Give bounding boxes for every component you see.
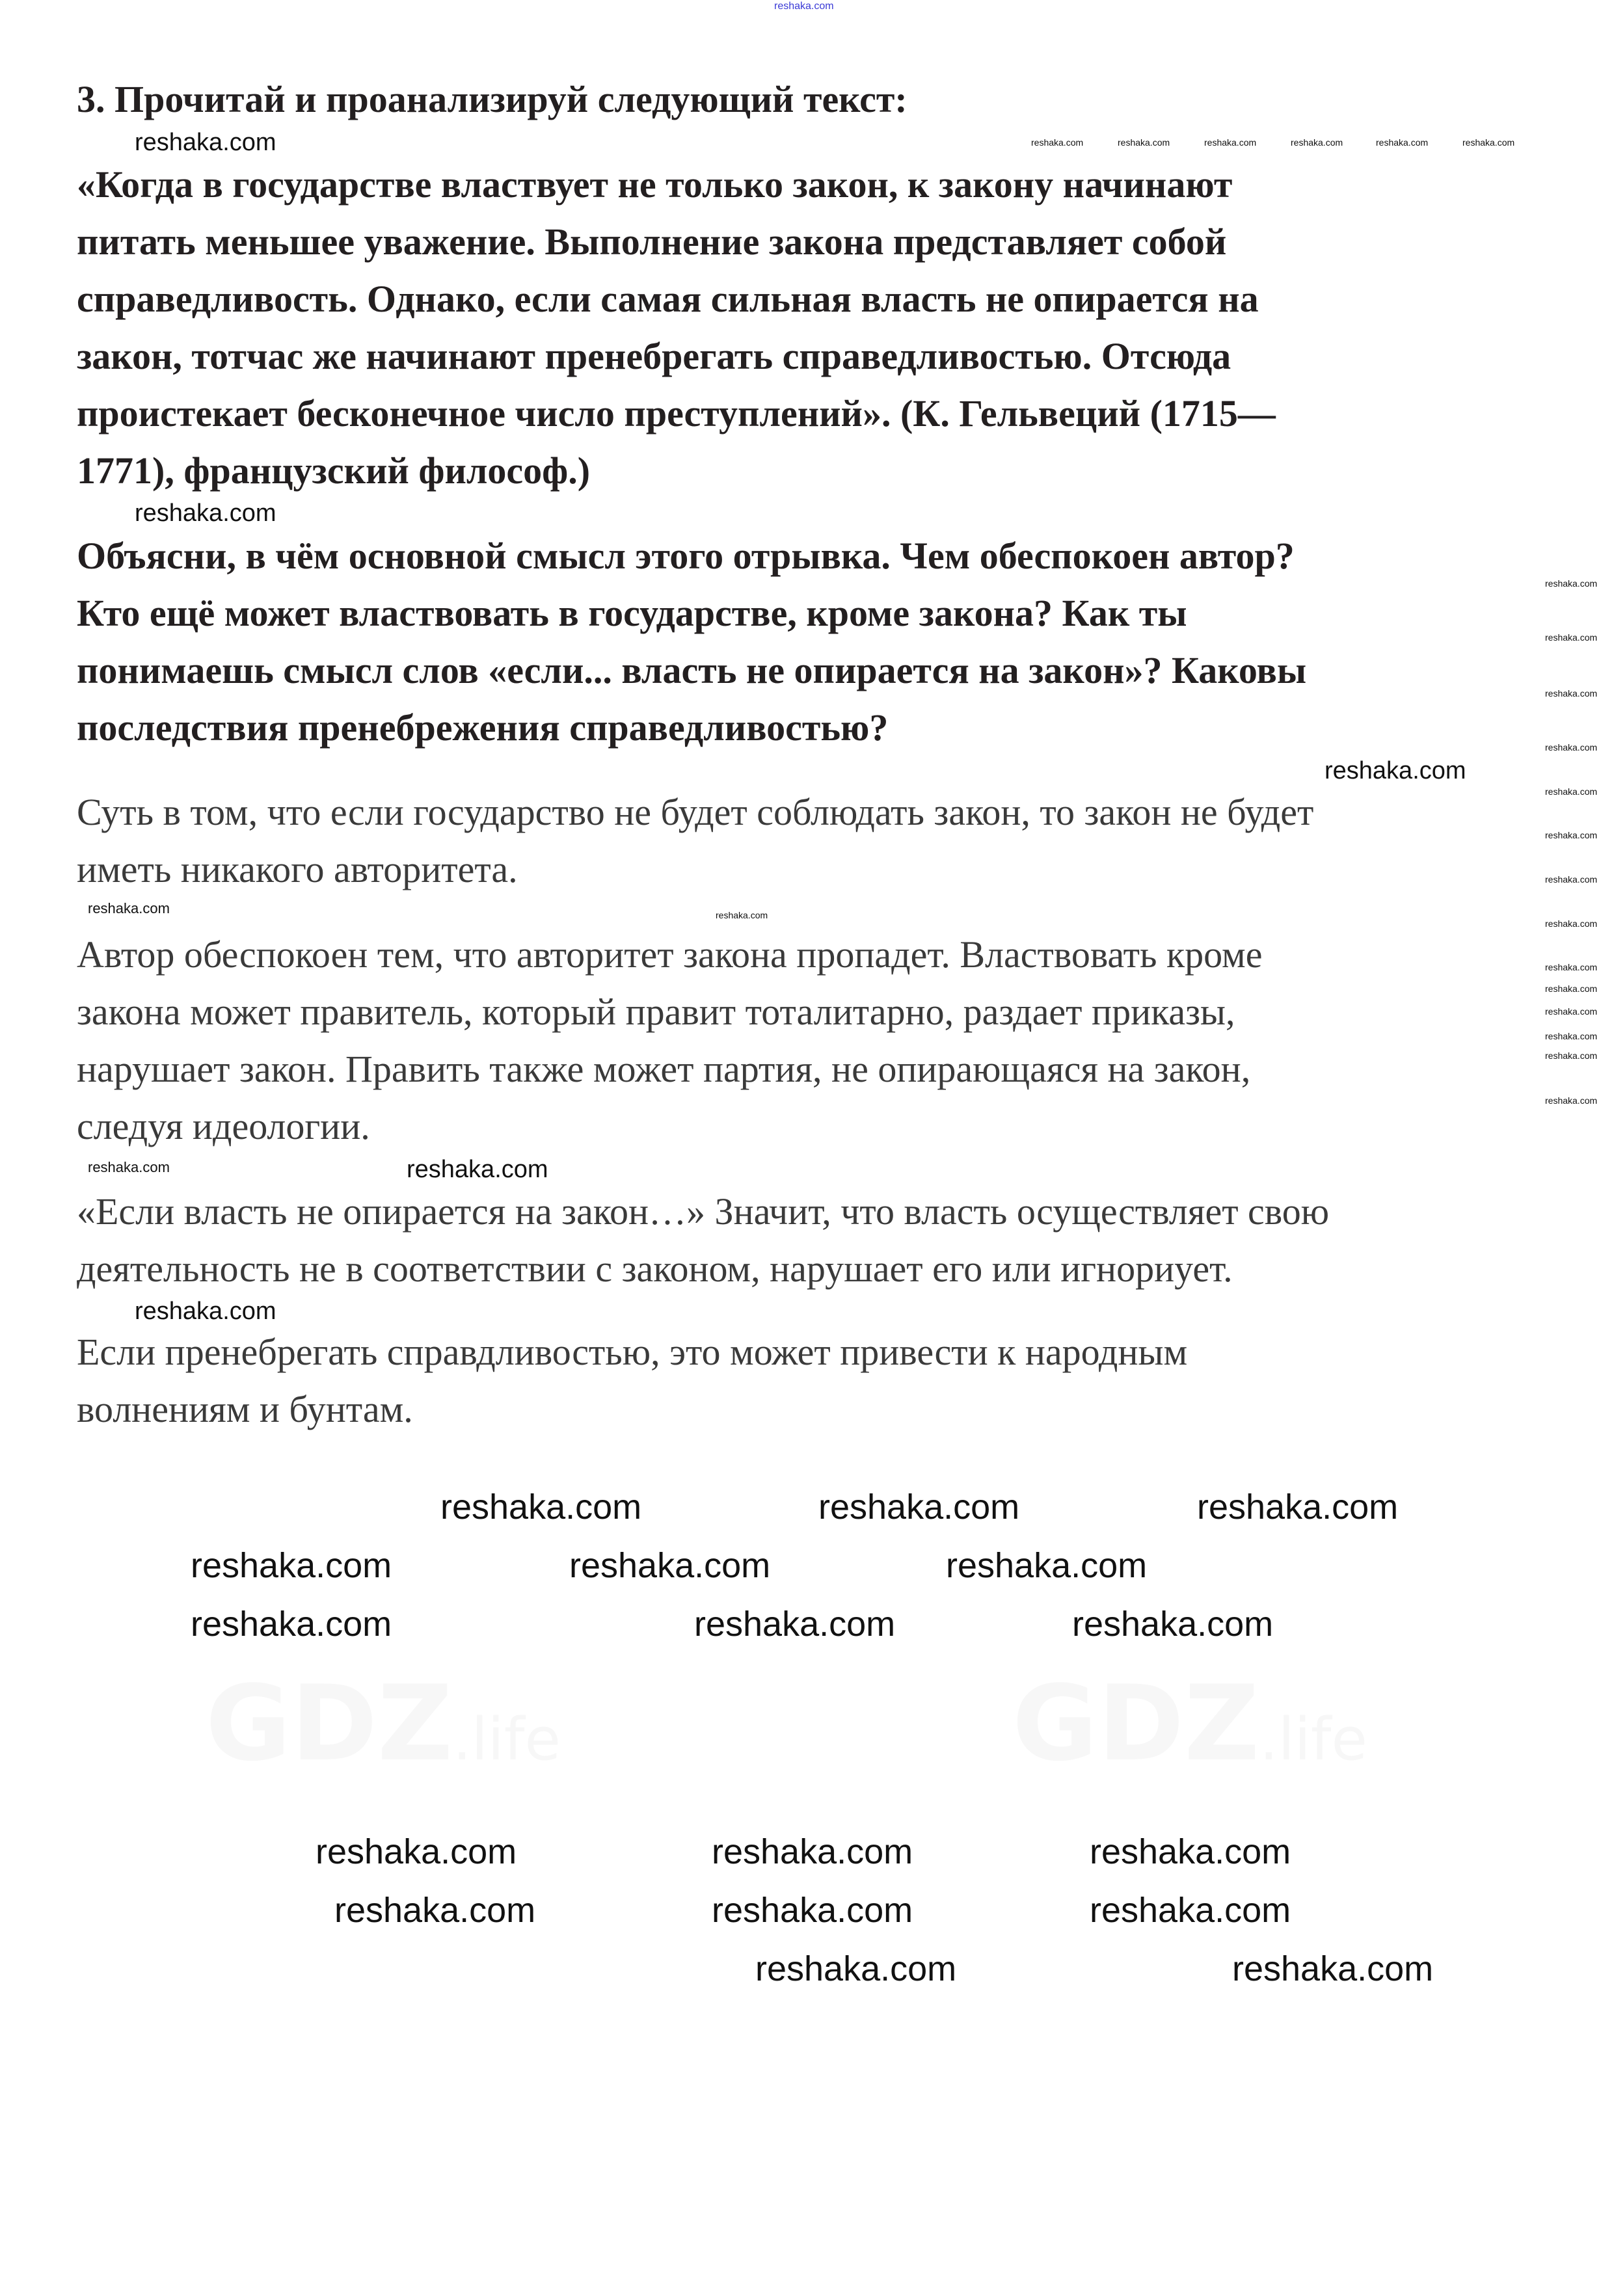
quote-line: 1771), французский философ.) — [77, 449, 591, 492]
reshaka-watermark: reshaka.com — [191, 1605, 392, 1644]
question-line: Объясни, в чём основной смысл этого отрывка. Чем обеспокоен автор? — [77, 535, 1295, 577]
reshaka-watermark: reshaka.com — [1545, 786, 1598, 797]
answer-line: «Если власть не опирается на закон…» Значит, что власть осуществляет свою — [77, 1190, 1330, 1233]
question-block — [77, 527, 1306, 756]
reshaka-watermark: reshaka.com — [135, 1298, 276, 1325]
reshaka-watermark: reshaka.com — [774, 1, 834, 12]
answer-line: закона может правитель, который правит тоталитарно, раздает приказы, — [77, 991, 1235, 1033]
answer-paragraph-2 — [77, 926, 1263, 1155]
answer-line: Суть в том, что если государство не будет соблюдать закон, то закон не будет — [77, 791, 1314, 833]
reshaka-watermark: reshaka.com — [1325, 757, 1466, 784]
reshaka-watermark: reshaka.com — [1291, 137, 1343, 148]
reshaka-watermark: reshaka.com — [1545, 1006, 1598, 1017]
question-line: последствия пренебрежения справедливостью? — [77, 706, 889, 749]
gdz-watermark — [206, 1662, 561, 1784]
reshaka-watermark: reshaka.com — [694, 1605, 896, 1644]
answer-line: иметь никакого авторитета. — [77, 848, 518, 890]
question-line: понимаешь смысл слов «если... власть не опирается на закон»? Каковы — [77, 649, 1307, 691]
answer-line: Если пренебрегать справдливостью, это может привести к народным — [77, 1331, 1188, 1373]
quote-block — [77, 156, 1276, 500]
reshaka-watermark: reshaka.com — [1090, 1832, 1291, 1871]
reshaka-watermark: reshaka.com — [1545, 742, 1598, 753]
reshaka-watermark: reshaka.com — [1545, 983, 1598, 994]
reshaka-watermark: reshaka.com — [334, 1891, 536, 1930]
reshaka-watermark: reshaka.com — [712, 1891, 913, 1930]
answer-paragraph-3 — [77, 1183, 1329, 1298]
reshaka-watermark: reshaka.com — [716, 910, 768, 920]
gdz-watermark — [1012, 1662, 1367, 1784]
reshaka-watermark: reshaka.com — [1545, 1050, 1598, 1061]
reshaka-watermark: reshaka.com — [569, 1546, 771, 1585]
reshaka-watermark: reshaka.com — [1090, 1891, 1291, 1930]
task-heading: 3. Прочитай и проанализируй следующий текст: — [77, 78, 908, 120]
reshaka-watermark: reshaka.com — [1545, 874, 1598, 885]
gdz-watermark-main: GDZ — [206, 1662, 453, 1784]
reshaka-watermark: reshaka.com — [1462, 137, 1515, 148]
answer-line: деятельность не в соответствии с законом, нарушает его или игнориует. — [77, 1248, 1233, 1290]
reshaka-watermark: reshaka.com — [818, 1488, 1020, 1527]
reshaka-watermark: reshaka.com — [1204, 137, 1257, 148]
reshaka-watermark: reshaka.com — [407, 1156, 548, 1183]
reshaka-watermark: reshaka.com — [1031, 137, 1084, 148]
reshaka-watermark: reshaka.com — [191, 1546, 392, 1585]
reshaka-watermark: reshaka.com — [1545, 688, 1598, 699]
gdz-watermark-main: GDZ — [1012, 1662, 1260, 1784]
reshaka-watermark: reshaka.com — [1232, 1949, 1434, 1988]
reshaka-watermark: reshaka.com — [1545, 1031, 1598, 1041]
reshaka-watermark: reshaka.com — [712, 1832, 913, 1871]
reshaka-watermark: reshaka.com — [1545, 1095, 1598, 1106]
reshaka-watermark: reshaka.com — [135, 500, 276, 527]
reshaka-watermark: reshaka.com — [1545, 830, 1598, 840]
gdz-watermark-suffix: .life — [1259, 1705, 1367, 1774]
quote-line: питать меньшее уважение. Выполнение закона представляет собой — [77, 220, 1227, 263]
reshaka-watermark: reshaka.com — [1376, 137, 1429, 148]
reshaka-watermark: reshaka.com — [440, 1488, 642, 1527]
question-line: Кто ещё может властвовать в государстве, кроме закона? Как ты — [77, 592, 1187, 634]
reshaka-watermark: reshaka.com — [1545, 632, 1598, 643]
quote-line: закон, тотчас же начинают пренебрегать справедливостью. Отсюда — [77, 335, 1231, 377]
reshaka-watermark: reshaka.com — [88, 1159, 170, 1175]
reshaka-watermark: reshaka.com — [1072, 1605, 1274, 1644]
reshaka-watermark: reshaka.com — [135, 129, 276, 156]
reshaka-watermark: reshaka.com — [88, 900, 170, 916]
quote-line: справедливость. Однако, если самая сильная власть не опирается на — [77, 278, 1259, 320]
answer-line: нарушает закон. Править также может партия, не опирающаяся на закон, — [77, 1048, 1251, 1090]
answer-line: Автор обеспокоен тем, что авторитет закона пропадет. Властвовать кроме — [77, 933, 1263, 976]
answer-line: волнениям и бунтам. — [77, 1388, 413, 1430]
reshaka-watermark: reshaka.com — [1197, 1488, 1399, 1527]
reshaka-watermark: reshaka.com — [1545, 578, 1598, 589]
reshaka-watermark: reshaka.com — [1545, 918, 1598, 929]
quote-line: проистекает бесконечное число преступлений». (К. Гельвеций (1715— — [77, 392, 1276, 434]
quote-line: «Когда в государстве властвует не только закон, к закону начинают — [77, 163, 1233, 206]
gdz-watermark-suffix: .life — [453, 1705, 561, 1774]
reshaka-watermark: reshaka.com — [1545, 962, 1598, 972]
reshaka-watermark: reshaka.com — [1118, 137, 1170, 148]
answer-line: следуя идеологии. — [77, 1105, 370, 1147]
answer-paragraph-1 — [77, 784, 1313, 898]
reshaka-watermark: reshaka.com — [316, 1832, 517, 1871]
answer-paragraph-4 — [77, 1324, 1187, 1438]
reshaka-watermark: reshaka.com — [946, 1546, 1148, 1585]
reshaka-watermark: reshaka.com — [755, 1949, 957, 1988]
